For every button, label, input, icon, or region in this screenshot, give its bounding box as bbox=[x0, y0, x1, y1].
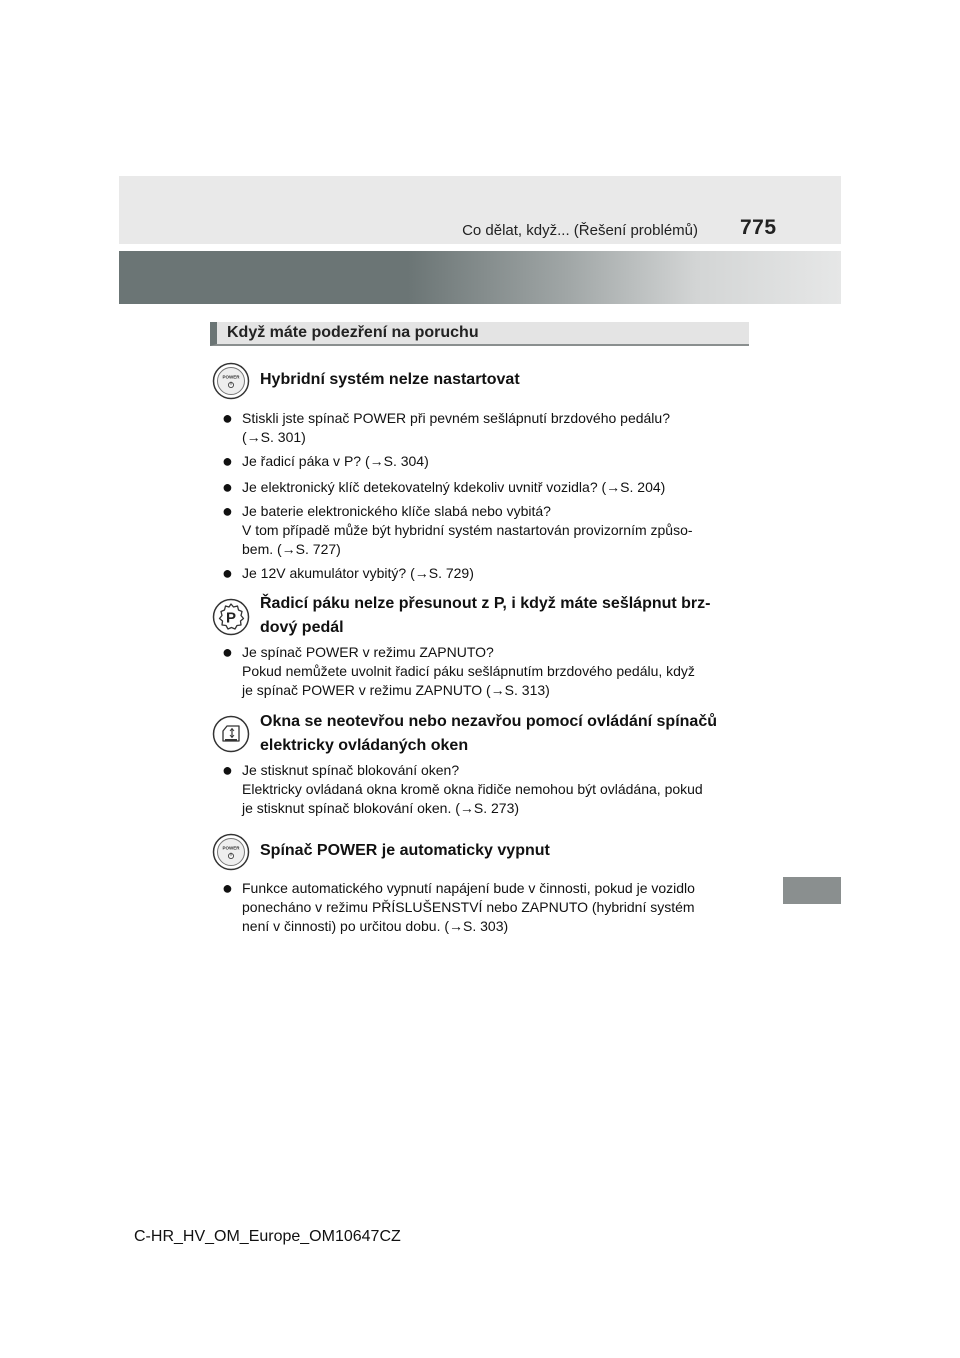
gear-icon-label: P bbox=[225, 609, 237, 627]
bullet-icon: ● bbox=[222, 408, 233, 428]
document-code: C-HR_HV_OM_Europe_OM10647CZ bbox=[134, 1228, 401, 1245]
bullet-icon: ● bbox=[222, 878, 233, 898]
power-button-icon bbox=[212, 362, 250, 400]
bullet-text: Je 12V akumulátor vybitý? (→S. 729) bbox=[242, 565, 474, 581]
bullet-text: Je spínač POWER v režimu ZAPNUTO? Pokud nemůžete uvolnit řadicí páku sešlápnutím brzdového pedálu, když je spínač POWER v režimu ZAPNUTO (→S. 313) bbox=[242, 644, 695, 698]
bullet-text: Je řadicí páka v P? (→S. 304) bbox=[242, 453, 429, 469]
gear-p-icon bbox=[212, 598, 250, 636]
window-switch-icon bbox=[212, 715, 250, 753]
bullet-icon: ● bbox=[222, 501, 233, 521]
bullet-text: Je elektronický klíč detekovatelný kdekoliv uvnitř vozidla? (→S. 204) bbox=[242, 479, 666, 495]
topic-title: Řadicí páku nelze přesunout z P, i když máte sešlápnut brz- dový pedál bbox=[260, 595, 711, 636]
chapter-title: Co dělat, když... (Řešení problémů) bbox=[462, 222, 698, 239]
bullet-icon: ● bbox=[222, 451, 233, 471]
bullet-icon: ● bbox=[222, 760, 233, 780]
power-icon-label: POWER bbox=[222, 374, 240, 380]
power-icon-label: POWER bbox=[222, 845, 240, 851]
chapter-tab-marker bbox=[783, 877, 841, 904]
bullet-text: Je stisknut spínač blokování oken? Elektricky ovládaná okna kromě okna řidiče nemohou být ovládána, pokud je stisknut spínač blokování oken. (→S. 273) bbox=[242, 762, 703, 816]
power-button-icon bbox=[212, 833, 250, 871]
section-heading bbox=[210, 322, 749, 346]
bullet-text: Stiskli jste spínač POWER při pevném sešlápnutí brzdového pedálu? (→S. 301) bbox=[242, 410, 670, 445]
bullet-icon: ● bbox=[222, 642, 233, 662]
bullet-text: Je baterie elektronického klíče slabá nebo vybitá? V tom případě může být hybridní systém nastartován provizorním způso- bem. (→S. 727) bbox=[242, 503, 693, 557]
section-heading-text: Když máte podezření na poruchu bbox=[227, 324, 479, 341]
topic-title: Hybridní systém nelze nastartovat bbox=[260, 371, 520, 388]
chapter-gradient-band bbox=[119, 251, 841, 304]
topic-title: Spínač POWER je automaticky vypnut bbox=[260, 842, 550, 859]
bullet-icon: ● bbox=[222, 477, 233, 497]
bullet-text: Funkce automatického vypnutí napájení bude v činnosti, pokud je vozidlo ponecháno v režimu PŘÍSLUŠENSTVÍ nebo ZAPNUTO (hybridní systém není v činnosti) po určitou dobu. (→S. 303) bbox=[242, 880, 695, 934]
topic-title: Okna se neotevřou nebo nezavřou pomocí ovládání spínačů elektricky ovládaných oken bbox=[260, 713, 717, 754]
bullet-icon: ● bbox=[222, 563, 233, 583]
page-number: 775 bbox=[740, 216, 777, 239]
